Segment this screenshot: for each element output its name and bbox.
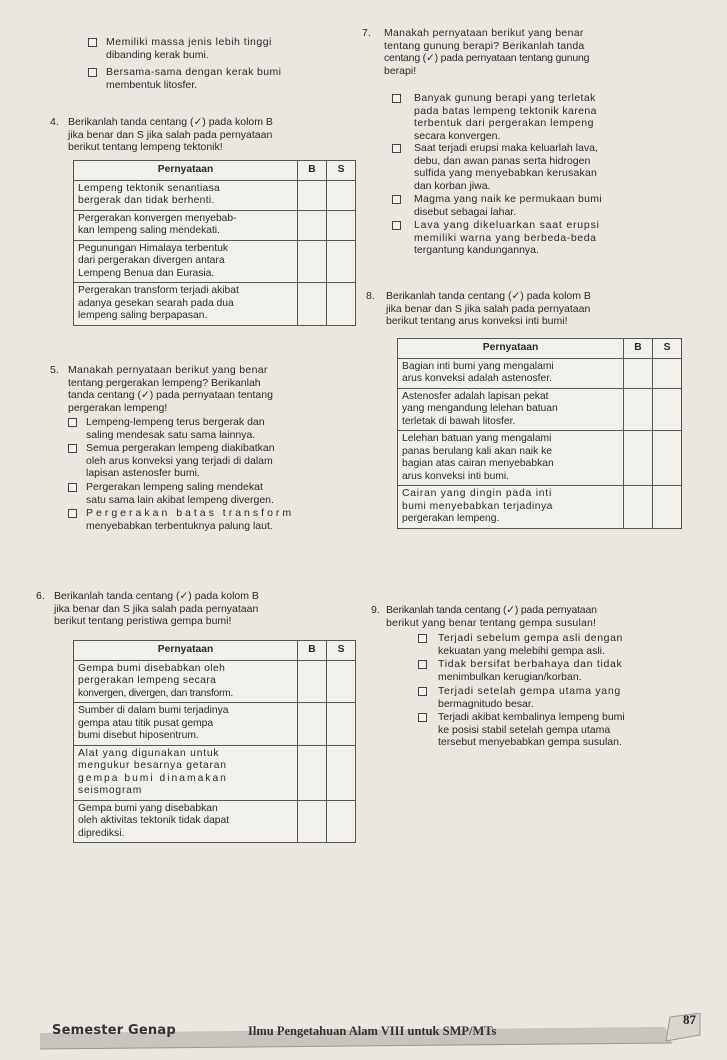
answer-cell-b[interactable] — [624, 486, 653, 529]
table-header-row: Pernyataan B S — [74, 641, 356, 661]
q5-option[interactable]: Pergerakan batas transform menyebabkan terbentuknya palung laut. — [68, 507, 358, 533]
table-row: Alat yang digunakan untuk mengukur besarnya getaran gempa bumi dinamakan seismogram — [74, 745, 356, 800]
answer-cell-b[interactable] — [298, 800, 327, 843]
question-number: 7. — [362, 27, 371, 39]
table-row: Gempa bumi yang disebabkan oleh aktivitas tektonik tidak dapat diprediksi. — [74, 800, 356, 843]
answer-cell-s[interactable] — [327, 180, 356, 210]
q4-prompt: Berikanlah tanda centang (✓) pada kolom B jika benar dan S jika salah pada pernyataan berikut tentang lempeng tektonik! — [68, 116, 273, 153]
answer-cell-s[interactable] — [327, 660, 356, 703]
answer-cell-s[interactable] — [327, 240, 356, 283]
checkbox[interactable] — [88, 68, 97, 77]
table-row: Lelehan batuan yang mengalami panas berulang kali akan naik ke bagian atas cairan menyebabkan arus konveksi inti bumi. — [398, 431, 682, 486]
book-title: Ilmu Pengetahuan Alam VIII untuk SMP/MTs — [248, 1024, 497, 1038]
q8-prompt: Berikanlah tanda centang (✓) pada kolom B jika benar dan S jika salah pada pernyataan berikut tentang arus konveksi inti bumi! — [386, 290, 591, 327]
question-number: 6. — [36, 590, 45, 602]
q9-option[interactable]: Terjadi akibat kembalinya lempeng bumi ke posisi stabil setelah gempa utama tersebut menyebabkan gempa susulan. — [418, 711, 718, 749]
semester-label: Semester Genap — [52, 1023, 176, 1038]
q5-options — [68, 416, 358, 533]
table-row: Sumber di dalam bumi terjadinya gempa atau titik pusat gempa bumi disebut hiposentrum. — [74, 703, 356, 746]
answer-cell-b[interactable] — [624, 358, 653, 388]
q5-option[interactable]: Semua pergerakan lempeng diakibatkan oleh arus konveksi yang terjadi di dalam lapisan astenosfer bumi. — [68, 442, 358, 481]
q7-option[interactable]: Saat terjadi erupsi maka keluarlah lava, debu, dan awan panas serta hidrogen sulfida yang menyebabkan kerusakan dan korban jiwa. — [392, 142, 692, 193]
table-row: Pegunungan Himalaya terbentuk dari pergerakan divergen antara Lempeng Benua dan Eurasia. — [74, 240, 356, 283]
checkbox[interactable] — [88, 38, 97, 47]
answer-cell-s[interactable] — [653, 358, 682, 388]
answer-cell-b[interactable] — [298, 210, 327, 240]
answer-cell-b[interactable] — [624, 431, 653, 486]
answer-cell-s[interactable] — [327, 210, 356, 240]
answer-cell-b[interactable] — [298, 745, 327, 800]
table-row: Pergerakan konvergen menyebab- kan lempeng saling mendekati. — [74, 210, 356, 240]
answer-cell-b[interactable] — [298, 180, 327, 210]
answer-cell-s[interactable] — [653, 486, 682, 529]
q7-option[interactable]: Magma yang naik ke permukaan bumi disebut sebagai lahar. — [392, 193, 692, 219]
question-number: 9. — [371, 604, 380, 616]
q3-options — [88, 36, 350, 91]
checkbox[interactable] — [392, 144, 401, 153]
table-header-row: Pernyataan B S — [398, 339, 682, 359]
checkbox[interactable] — [418, 687, 427, 696]
answer-cell-s[interactable] — [327, 703, 356, 746]
q9-option[interactable]: Terjadi setelah gempa utama yang bermagnitudo besar. — [418, 685, 718, 711]
q6-prompt: Berikanlah tanda centang (✓) pada kolom B jika benar dan S jika salah pada pernyataan berikut tentang peristiwa gempa bumi! — [54, 590, 259, 627]
question-number: 4. — [50, 116, 59, 128]
q9-option[interactable]: Terjadi sebelum gempa asli dengan kekuatan yang melebihi gempa asli. — [418, 632, 718, 658]
q9-option[interactable]: Tidak bersifat berbahaya dan tidak menimbulkan kerugian/korban. — [418, 658, 718, 685]
checkbox[interactable] — [68, 509, 77, 518]
q6-table — [73, 640, 356, 843]
checkbox[interactable] — [392, 195, 401, 204]
answer-cell-b[interactable] — [298, 703, 327, 746]
answer-cell-s[interactable] — [327, 800, 356, 843]
q3-option[interactable]: Memiliki massa jenis lebih tinggi dibanding kerak bumi. — [88, 36, 350, 66]
checkbox[interactable] — [392, 221, 401, 230]
question-number: 5. — [50, 364, 59, 376]
table-row: Pergerakan transform terjadi akibat adanya gesekan searah pada dua lempeng saling berpapasan. — [74, 283, 356, 326]
answer-cell-b[interactable] — [624, 388, 653, 431]
answer-cell-b[interactable] — [298, 283, 327, 326]
q5-option[interactable]: Pergerakan lempeng saling mendekat satu sama lain akibat lempeng divergen. — [68, 481, 358, 507]
q9-options — [418, 632, 718, 749]
checkbox[interactable] — [68, 418, 77, 427]
table-row: Gempa bumi disebabkan oleh pergerakan lempeng secara konvergen, divergen, dan transform. — [74, 660, 356, 703]
q9-prompt: Berikanlah tanda centang (✓) pada pernyataan berikut yang benar tentang gempa susulan! — [386, 604, 597, 629]
q7-prompt: Manakah pernyataan berikut yang benar tentang gunung berapi? Berikanlah tanda centang (✓) pada pernyataan tentang gunung berapi! — [384, 27, 590, 77]
table-header-row: Pernyataan B S — [74, 161, 356, 181]
checkbox[interactable] — [68, 444, 77, 453]
q5-option[interactable]: Lempeng-lempeng terus bergerak dan saling mendesak satu sama lainnya. — [68, 416, 358, 442]
checkbox[interactable] — [418, 634, 427, 643]
question-number: 8. — [366, 290, 375, 302]
table-row: Cairan yang dingin pada inti bumi menyebabkan terjadinya pergerakan lempeng. — [398, 486, 682, 529]
answer-cell-b[interactable] — [298, 660, 327, 703]
q5-prompt: Manakah pernyataan berikut yang benar tentang pergerakan lempeng? Berikanlah tanda centang (✓) pada pernyataan tentang pergerakan lempeng! — [68, 364, 273, 414]
table-row: Lempeng tektonik senantiasa bergerak dan tidak berhenti. — [74, 180, 356, 210]
page-number: 87 — [683, 1012, 696, 1027]
checkbox[interactable] — [68, 483, 77, 492]
answer-cell-s[interactable] — [653, 388, 682, 431]
q4-table — [73, 160, 356, 326]
q7-options — [392, 92, 692, 259]
q7-option[interactable]: Lava yang dikeluarkan saat erupsi memiliki warna yang berbeda-beda tergantung kandungannya. — [392, 219, 692, 259]
table-row: Astenosfer adalah lapisan pekat yang mengandung lelehan batuan terletak di bawah litosfer. — [398, 388, 682, 431]
checkbox[interactable] — [392, 94, 401, 103]
answer-cell-s[interactable] — [327, 745, 356, 800]
table-row: Bagian inti bumi yang mengalami arus konveksi adalah astenosfer. — [398, 358, 682, 388]
answer-cell-b[interactable] — [298, 240, 327, 283]
checkbox[interactable] — [418, 660, 427, 669]
answer-cell-s[interactable] — [327, 283, 356, 326]
q3-option[interactable]: Bersama-sama dengan kerak bumi membentuk litosfer. — [88, 66, 350, 91]
q7-option[interactable]: Banyak gunung berapi yang terletak pada batas lempeng tektonik karena terbentuk dari pergerakan lempeng secara konvergen. — [392, 92, 692, 142]
q8-table — [397, 338, 682, 529]
answer-cell-s[interactable] — [653, 431, 682, 486]
checkbox[interactable] — [418, 713, 427, 722]
